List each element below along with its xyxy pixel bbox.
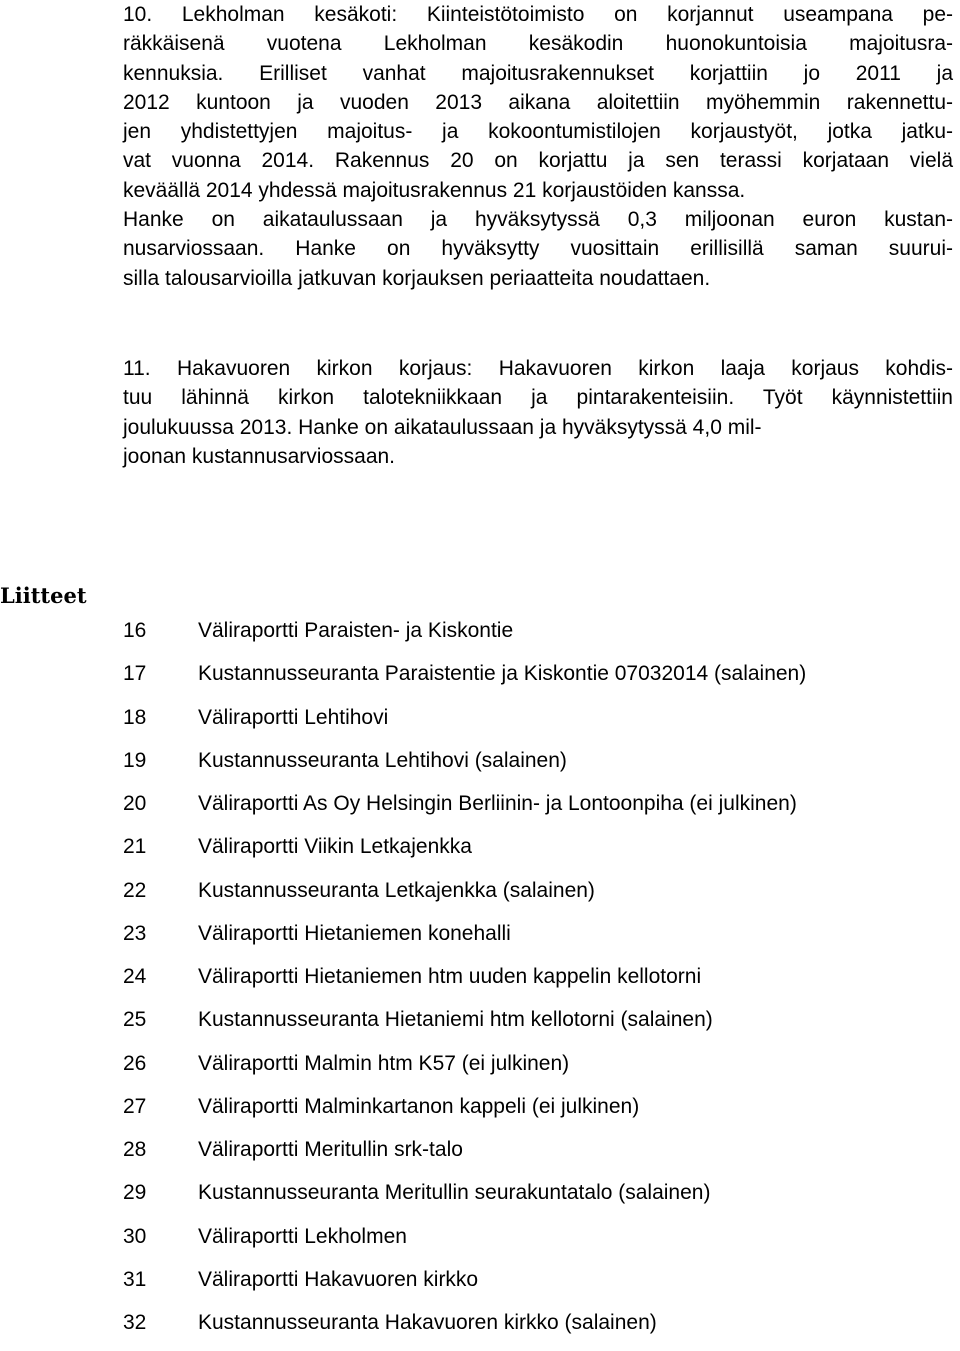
attachment-item <box>123 615 960 658</box>
paragraph-item-10 <box>123 0 953 293</box>
text-line: 10. Lekholman kesäkoti: Kiinteistötoimisto on korjannut useampana pe- <box>123 3 953 26</box>
attachment-number: 19 <box>123 748 147 772</box>
attachment-title: Kustannusseuranta Hietaniemi htm kellotorni (salainen) <box>198 1008 713 1032</box>
attachment-item <box>123 1091 960 1134</box>
attachment-number: 31 <box>123 1267 147 1291</box>
attachment-item <box>123 1264 960 1307</box>
text-line: joonan kustannusarviossaan. <box>123 444 396 468</box>
attachment-item <box>123 918 960 961</box>
attachment-item <box>123 1134 960 1177</box>
text-line: kennuksia. Erilliset vanhat majoitusrakennukset korjattiin jo 2011 ja <box>123 61 953 85</box>
attachment-number: 23 <box>123 921 147 945</box>
attachment-title: Väliraportti Paraisten- ja Kiskontie <box>198 619 514 642</box>
attachment-title: Väliraportti Meritullin srk-talo <box>198 1138 463 1162</box>
attachment-list <box>123 615 960 1351</box>
attachment-title: Kustannusseuranta Meritullin seurakuntatalo (salainen) <box>198 1181 711 1205</box>
text-line: silla talousarvioilla jatkuvan korjauksen periaatteita noudattaen. <box>123 266 711 290</box>
attachment-number: 21 <box>123 835 147 859</box>
text-line: tuu lähinnä kirkon talotekniikkaan ja pintarakenteisiin. Työt käynnistettiin <box>123 386 953 410</box>
attachment-title: Kustannusseuranta Lehtihovi (salainen) <box>198 748 567 772</box>
attachment-title: Väliraportti Malminkartanon kappeli (ei julkinen) <box>198 1094 640 1118</box>
attachment-title: Väliraportti Viikin Letkajenkka <box>198 835 472 859</box>
text-line: nusarviossaan. Hanke on hyväksytty vuosittain erillisillä saman suurui- <box>123 237 953 261</box>
text-line: 2012 kuntoon ja vuoden 2013 aikana aloitettiin myöhemmin rakennettu- <box>123 90 953 114</box>
attachment-title: Väliraportti Lehtihovi <box>198 705 389 729</box>
text-line: räkkäisenä vuotena Lekholman kesäkodin huonokuntoisia majoitusra- <box>123 32 953 56</box>
attachment-title: Väliraportti Hietaniemen htm uuden kappelin kellotorni <box>198 965 702 989</box>
attachment-number: 28 <box>123 1138 147 1162</box>
attachment-number: 18 <box>123 705 147 729</box>
attachment-number: 25 <box>123 1008 147 1032</box>
text-line: joulukuussa 2013. Hanke on aikataulussaan ja hyväksytyssä 4,0 mil- <box>123 415 762 439</box>
attachment-item <box>123 1221 960 1264</box>
attachment-item <box>123 702 960 745</box>
attachment-title: Väliraportti Malmin htm K57 (ei julkinen) <box>198 1051 570 1075</box>
attachment-title: Kustannusseuranta Paraistentie ja Kiskontie 07032014 (salainen) <box>198 662 807 686</box>
attachment-number: 29 <box>123 1181 147 1205</box>
attachment-title: Väliraportti Hietaniemen konehalli <box>198 921 511 945</box>
attachment-item <box>123 788 960 831</box>
text-line: 11. Hakavuoren kirkon korjaus: Hakavuoren kirkon laaja korjaus kohdis- <box>123 357 953 380</box>
text-line: keväällä 2014 yhdessä majoitusrakennus 21 korjaustöiden kanssa. <box>123 178 746 202</box>
text-line: jen yhdistettyjen majoitus- ja kokoontumistilojen korjaustyöt, jotka jatku- <box>123 120 953 144</box>
attachment-number: 16 <box>123 619 147 642</box>
attachments-heading: Liitteet <box>0 583 87 608</box>
attachment-item <box>123 1177 960 1220</box>
attachment-item <box>123 831 960 874</box>
attachment-number: 30 <box>123 1224 147 1248</box>
text-line: Hanke on aikataulussaan ja hyväksytyssä 0,3 miljoonan euron kustan- <box>123 208 953 232</box>
attachment-number: 32 <box>123 1311 147 1335</box>
attachment-item <box>123 875 960 918</box>
attachment-item <box>123 745 960 788</box>
attachment-item <box>123 658 960 701</box>
attachment-number: 27 <box>123 1094 147 1118</box>
attachment-item <box>123 1307 960 1350</box>
attachment-title: Väliraportti Hakavuoren kirkko <box>198 1267 479 1291</box>
attachment-item <box>123 961 960 1004</box>
attachment-item <box>123 1004 960 1047</box>
attachment-title: Kustannusseuranta Hakavuoren kirkko (salainen) <box>198 1311 657 1335</box>
attachment-number: 26 <box>123 1051 147 1075</box>
paragraph-item-11 <box>123 354 953 471</box>
attachment-number: 24 <box>123 965 147 989</box>
attachment-number: 17 <box>123 662 147 686</box>
text-line: vat vuonna 2014. Rakennus 20 on korjattu ja sen terassi korjataan vielä <box>123 149 953 173</box>
attachment-number: 20 <box>123 792 147 816</box>
attachment-title: Väliraportti Lekholmen <box>198 1224 407 1248</box>
attachment-number: 22 <box>123 878 147 902</box>
attachment-title: Väliraportti As Oy Helsingin Berliinin- ja Lontoonpiha (ei julkinen) <box>198 792 797 816</box>
attachment-item <box>123 1048 960 1091</box>
attachment-title: Kustannusseuranta Letkajenkka (salainen) <box>198 878 595 902</box>
